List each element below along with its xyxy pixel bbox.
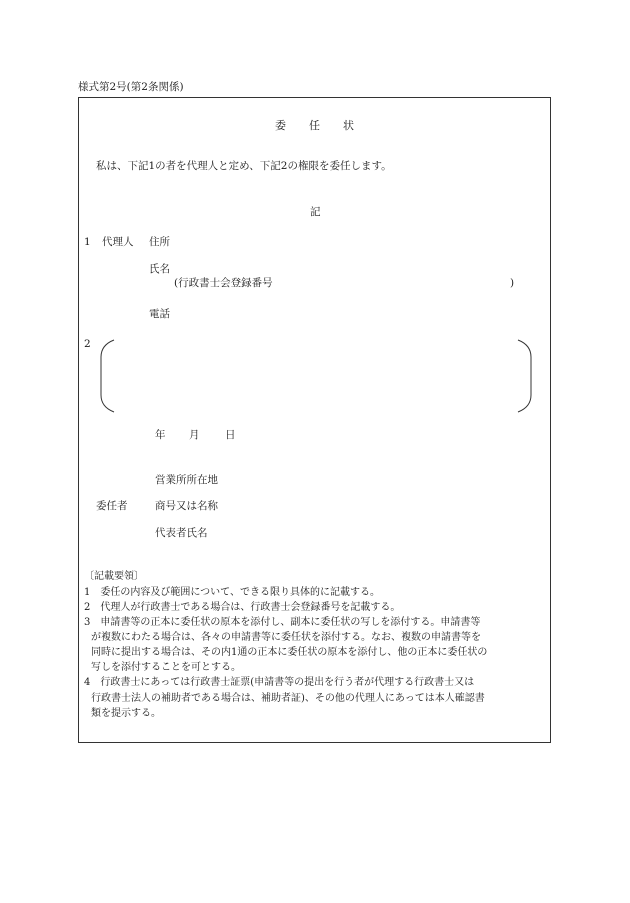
- phone-label: 電話: [149, 308, 170, 320]
- ki-heading: 記: [310, 206, 321, 218]
- registration-number-close: ): [510, 277, 515, 289]
- delegation-statement: 私は、下記1の者を代理人と定め、下記2の権限を委任します。: [96, 160, 392, 172]
- agent-label: 代理人: [102, 236, 134, 248]
- section1-number: 1: [84, 236, 91, 248]
- notes-heading: 〔記載要領〕: [84, 571, 144, 582]
- note-line: 3 申請書等の正本に委任状の原本を添付し、副本に委任状の写しを添付する。申請書等: [84, 617, 481, 628]
- date-month: 月: [189, 429, 200, 441]
- note-line: 写しを添付することを可とする。: [91, 662, 241, 673]
- representative-name-label: 代表者氏名: [155, 527, 208, 539]
- registration-number-label: (行政書士会登録番号: [174, 277, 273, 289]
- title-char-3: 状: [343, 119, 354, 132]
- note-line: 2 代理人が行政書士である場合は、行政書士会登録番号を記載する。: [84, 602, 401, 613]
- authority-bracket-left: [99, 339, 119, 413]
- title-char-1: 委: [275, 119, 286, 132]
- date-year: 年: [155, 429, 166, 441]
- note-line: 行政書士法人の補助者である場合は、補助者証)、その他の代理人にあっては本人確認書: [91, 693, 485, 704]
- note-line: 1 委任の内容及び範囲について、できる限り具体的に記載する。: [84, 587, 380, 598]
- office-address-label: 営業所所在地: [155, 474, 218, 486]
- title-char-2: 任: [309, 119, 320, 132]
- form-number-label: 様式第2号(第2条関係): [78, 81, 184, 93]
- principal-label: 委任者: [96, 500, 128, 512]
- note-line: 4 行政書士にあっては行政書士証票(申請書等の提出を行う者が代理する行政書士又は: [84, 677, 475, 688]
- note-line: 類を提示する。: [91, 708, 161, 719]
- address-label: 住所: [149, 236, 170, 248]
- authority-bracket-right: [513, 339, 533, 413]
- note-line: 同時に提出する場合は、その内1通の正本に委任状の原本を添付し、他の正本に委任状の: [91, 647, 488, 658]
- section2-number: 2: [84, 338, 91, 350]
- note-line: が複数にわたる場合は、各々の申請書等に委任状を添付する。なお、複数の申請書等を: [91, 632, 481, 643]
- trade-name-label: 商号又は名称: [155, 500, 218, 512]
- date-day: 日: [225, 429, 236, 441]
- name-label: 氏名: [149, 263, 170, 275]
